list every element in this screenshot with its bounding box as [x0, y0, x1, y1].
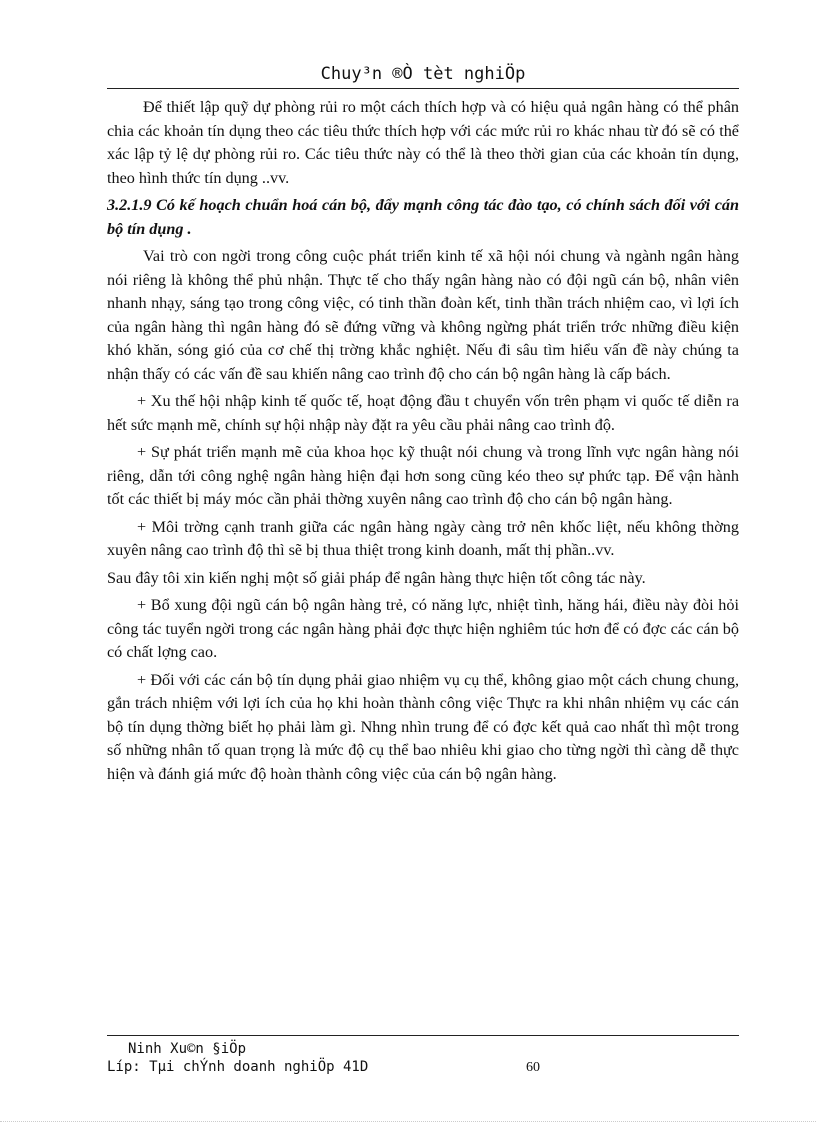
footer-divider: [107, 1035, 739, 1036]
document-body: [107, 96, 739, 790]
footer-class: Líp: Tµi chÝnh doanh nghiÖp 41D: [107, 1059, 369, 1075]
bullet-technology: + Sự phát triển mạnh mẽ của khoa học kỹ thuật nói chung và trong lĩnh vực ngân hàng nói riêng, dẫn tới công nghệ ngân hàng hiện đại hơn song cũng kéo theo sự phức tạp. Để vận hành tốt các thiết bị máy móc cần phải thờng xuyên nâng cao trình độ cho cán bộ ngân hàng.: [107, 443, 739, 508]
header-divider: [107, 88, 739, 89]
paragraph-recommendations-intro: Sau đây tôi xin kiến nghị một số giải pháp để ngân hàng thực hiện tốt công tác này.: [107, 568, 646, 587]
page-header-title: Chuy³n ®Ò tèt nghiÖp: [320, 64, 526, 84]
bullet-integration: + Xu thế hội nhập kinh tế quốc tế, hoạt động đầu t chuyển vốn trên phạm vi quốc tế diễn ra hết sức mạnh mẽ, chính sự hội nhập này đặt ra yêu cầu phải nâng cao trình độ.: [107, 392, 739, 434]
paragraph-provision-fund: Để thiết lập quỹ dự phòng rủi ro một cách thích hợp và có hiệu quả ngân hàng có thể phân chia các khoản tín dụng theo các tiêu thức thích hợp với các mức rủi ro khác nhau từ đó sẽ có thể xác lập tỷ lệ dự phòng rủi ro. Các tiêu thức này có thể là theo thời gian của các khoản tín dụng, theo hình thức tín dụng ..vv.: [107, 98, 739, 187]
bullet-assign-tasks: + Đối với các cán bộ tín dụng phải giao nhiệm vụ cụ thể, không giao một cách chung chung, gắn trách nhiệm với lợi ích của họ khi hoàn thành công việc Thực ra khi nhân nhiệm vụ các cán bộ tín dụng thờng biết họ phải làm gì. Nhng nhìn trung để có đợc kết quả cao nhất thì một trong số những nhân tố quan trọng là mức độ cụ thể bao nhiêu khi giao cho từng ngời thì càng dễ thực hiện và đánh giá mức độ hoàn thành công việc của cán bộ ngân hàng.: [107, 670, 739, 783]
section-heading-3-2-1-9: 3.2.1.9 Có kế hoạch chuẩn hoá cán bộ, đẩy mạnh công tác đào tạo, có chính sách đối với cán bộ tín dụng .: [107, 196, 739, 238]
footer-author: Ninh Xu©n §iÖp: [128, 1041, 247, 1057]
bullet-competition: + Môi trờng cạnh tranh giữa các ngân hàng ngày càng trở nên khốc liệt, nếu không thờng xuyên nâng cao trình độ thì sẽ bị thua thiệt trong kinh doanh, mất thị phần..vv.: [107, 517, 739, 559]
page-number: 60: [526, 1060, 540, 1075]
page-bottom-border: [0, 1121, 816, 1122]
bullet-young-staff: + Bổ xung đội ngũ cán bộ ngân hàng trẻ, có năng lực, nhiệt tình, hăng hái, điều này đòi hỏi công tác tuyển ngời trong các ngân hàng phải đợc thực hiện nghiêm túc hơn để có đợc các cán bộ có chất lợng cao.: [107, 596, 739, 661]
paragraph-human-role: Vai trò con ngời trong công cuộc phát triển kinh tế xã hội nói chung và ngành ngân hàng nói riêng là không thể phủ nhận. Thực tế cho thấy ngân hàng nào có đội ngũ cán bộ, nhân viên nhanh nhạy, sáng tạo trong công việc, có tinh thần đoàn kết, tinh thần trách nhiệm cao, vì lợi ích của ngân hàng thì ngân hàng đó sẽ đứng vững và không ngừng phát triển trớc những điều kiện khó khăn, sóng gió của cơ chế thị trờng khắc nghiệt. Nếu đi sâu tìm hiểu vấn đề này chúng ta nhận thấy có các vấn đề sau khiến nâng cao trình độ cho cán bộ ngân hàng là cấp bách.: [107, 247, 739, 383]
